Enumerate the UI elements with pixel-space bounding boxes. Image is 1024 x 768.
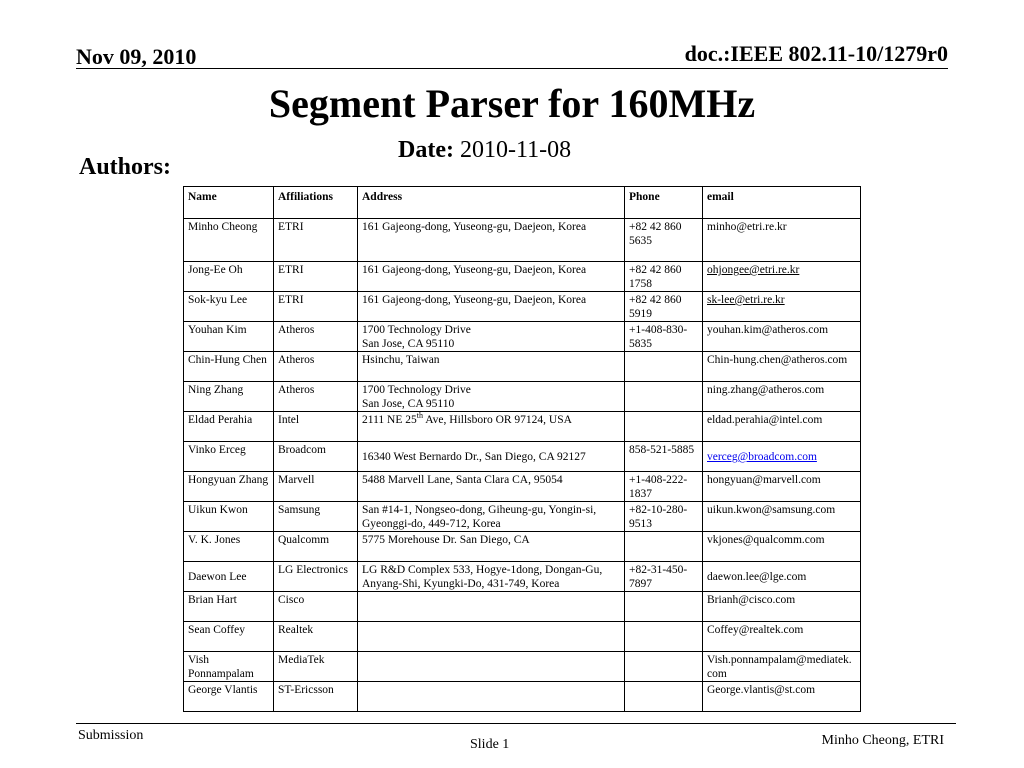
cell-affiliation: Broadcom — [274, 442, 358, 472]
cell-email: George.vlantis@st.com — [703, 682, 861, 712]
col-header-name: Name — [184, 187, 274, 219]
table-header-row — [184, 187, 861, 219]
date-label: Date: — [398, 137, 454, 163]
table-row — [184, 622, 861, 652]
cell-address: 16340 West Bernardo Dr., San Diego, CA 92127 — [358, 442, 625, 472]
authors-table — [183, 186, 861, 712]
header-doc-id: doc.:IEEE 802.11-10/1279r0 — [684, 41, 948, 66]
cell-email — [703, 262, 861, 292]
cell-name: Sean Coffey — [184, 622, 274, 652]
cell-affiliation: Samsung — [274, 502, 358, 532]
cell-email: Coffey@realtek.com — [703, 622, 861, 652]
cell-email: eldad.perahia@intel.com — [703, 412, 861, 442]
cell-name: Brian Hart — [184, 592, 274, 622]
cell-address — [358, 682, 625, 712]
table-row — [184, 219, 861, 262]
cell-name: Vinko Erceg — [184, 442, 274, 472]
cell-phone — [625, 682, 703, 712]
cell-name: George Vlantis — [184, 682, 274, 712]
table-row — [184, 292, 861, 322]
cell-phone — [625, 622, 703, 652]
slide-title: Segment Parser for 160MHz — [268, 81, 756, 126]
col-header-affiliations: Affiliations — [274, 187, 358, 219]
cell-phone: +1-408-222-1837 — [625, 472, 703, 502]
cell-email: Chin-hung.chen@atheros.com — [703, 352, 861, 382]
cell-affiliation: ETRI — [274, 219, 358, 262]
cell-phone: +82 42 860 5635 — [625, 219, 703, 262]
cell-address: Hsinchu, Taiwan — [358, 352, 625, 382]
address-line-1: 1700 Technology Drive — [362, 384, 471, 396]
cell-phone: +82-31-450-7897 — [625, 562, 703, 592]
date-value: 2010-11-08 — [459, 137, 572, 163]
address-superscript: th — [416, 411, 423, 421]
col-header-phone: Phone — [625, 187, 703, 219]
cell-email: Brianh@cisco.com — [703, 592, 861, 622]
cell-affiliation: MediaTek — [274, 652, 358, 682]
cell-affiliation: ST-Ericsson — [274, 682, 358, 712]
cell-name: Ning Zhang — [184, 382, 274, 412]
cell-email: youhan.kim@atheros.com — [703, 322, 861, 352]
footer-divider — [76, 723, 956, 724]
cell-name: Youhan Kim — [184, 322, 274, 352]
cell-email: hongyuan@marvell.com — [703, 472, 861, 502]
cell-phone — [625, 382, 703, 412]
header-date: Nov 09, 2010 — [76, 44, 197, 69]
cell-phone: +82-10-280-9513 — [625, 502, 703, 532]
cell-name: Daewon Lee — [184, 562, 274, 592]
address-pre: 2111 NE 25 — [362, 414, 417, 426]
email-link[interactable]: sk-lee@etri.re.kr — [707, 294, 785, 306]
cell-affiliation: Intel — [274, 412, 358, 442]
table-row — [184, 502, 861, 532]
email-link[interactable]: ohjongee@etri.re.kr — [707, 264, 800, 276]
cell-name: V. K. Jones — [184, 532, 274, 562]
cell-phone: +1-408-830-5835 — [625, 322, 703, 352]
table-row — [184, 592, 861, 622]
date-line — [398, 137, 571, 164]
cell-name: Uikun Kwon — [184, 502, 274, 532]
cell-name: Vish Ponnampalam — [184, 652, 274, 682]
table-row — [184, 262, 861, 292]
cell-address — [358, 652, 625, 682]
cell-affiliation: Qualcomm — [274, 532, 358, 562]
table-row — [184, 322, 861, 352]
cell-affiliation: Atheros — [274, 352, 358, 382]
cell-address: San #14-1, Nongseo-dong, Giheung-gu, Yongin-si, Gyeonggi-do, 449-712, Korea — [358, 502, 625, 532]
cell-address: 161 Gajeong-dong, Yuseong-gu, Daejeon, Korea — [358, 219, 625, 262]
cell-address: 5488 Marvell Lane, Santa Clara CA, 95054 — [358, 472, 625, 502]
cell-email — [703, 442, 861, 472]
cell-phone — [625, 532, 703, 562]
cell-email: vkjones@qualcomm.com — [703, 532, 861, 562]
cell-phone: +82 42 860 5919 — [625, 292, 703, 322]
table-row — [184, 412, 861, 442]
cell-address — [358, 412, 625, 442]
cell-affiliation: Atheros — [274, 382, 358, 412]
header-divider — [76, 68, 948, 69]
cell-name: Jong-Ee Oh — [184, 262, 274, 292]
cell-name: Eldad Perahia — [184, 412, 274, 442]
cell-phone: 858-521-5885 — [625, 442, 703, 472]
cell-affiliation: Realtek — [274, 622, 358, 652]
footer-slide-number: Slide 1 — [470, 737, 510, 752]
cell-affiliation: Cisco — [274, 592, 358, 622]
col-header-email: email — [703, 187, 861, 219]
cell-address — [358, 592, 625, 622]
table-row — [184, 682, 861, 712]
cell-email: daewon.lee@lge.com — [703, 562, 861, 592]
cell-name: Chin-Hung Chen — [184, 352, 274, 382]
cell-email: uikun.kwon@samsung.com — [703, 502, 861, 532]
table-row — [184, 382, 861, 412]
cell-phone: +82 42 860 1758 — [625, 262, 703, 292]
address-line-2: San Jose, CA 95110 — [362, 398, 455, 410]
table-row — [184, 442, 861, 472]
cell-phone — [625, 592, 703, 622]
table-row — [184, 532, 861, 562]
cell-address: 161 Gajeong-dong, Yuseong-gu, Daejeon, Korea — [358, 292, 625, 322]
authors-heading: Authors: — [79, 154, 172, 180]
cell-name: Minho Cheong — [184, 219, 274, 262]
table-row — [184, 352, 861, 382]
footer-author: Minho Cheong, ETRI — [821, 733, 944, 748]
cell-address — [358, 382, 625, 412]
cell-affiliation: ETRI — [274, 292, 358, 322]
cell-phone — [625, 352, 703, 382]
cell-email: minho@etri.re.kr — [703, 219, 861, 262]
footer-submission: Submission — [78, 728, 144, 743]
cell-email: Vish.ponnampalam@mediatek.com — [703, 652, 861, 682]
cell-address — [358, 622, 625, 652]
cell-affiliation: Atheros — [274, 322, 358, 352]
table-row — [184, 562, 861, 592]
cell-affiliation: ETRI — [274, 262, 358, 292]
cell-address: LG R&D Complex 533, Hogye-1dong, Dongan-Gu, Anyang-Shi, Kyungki-Do, 431-749, Korea — [358, 562, 625, 592]
table-row — [184, 472, 861, 502]
cell-address — [358, 322, 625, 352]
cell-affiliation: LG Electronics — [274, 562, 358, 592]
table-row — [184, 652, 861, 682]
cell-address: 5775 Morehouse Dr. San Diego, CA — [358, 532, 625, 562]
cell-phone — [625, 412, 703, 442]
cell-affiliation: Marvell — [274, 472, 358, 502]
cell-name: Hongyuan Zhang — [184, 472, 274, 502]
email-link[interactable]: verceg@broadcom.com — [707, 451, 817, 463]
cell-address: 161 Gajeong-dong, Yuseong-gu, Daejeon, Korea — [358, 262, 625, 292]
address-post: Ave, Hillsboro OR 97124, USA — [422, 414, 572, 426]
address-line-1: 1700 Technology Drive — [362, 324, 471, 336]
cell-name: Sok-kyu Lee — [184, 292, 274, 322]
cell-email: ning.zhang@atheros.com — [703, 382, 861, 412]
cell-phone — [625, 652, 703, 682]
address-line-2: San Jose, CA 95110 — [362, 338, 455, 350]
cell-email — [703, 292, 861, 322]
col-header-address: Address — [358, 187, 625, 219]
